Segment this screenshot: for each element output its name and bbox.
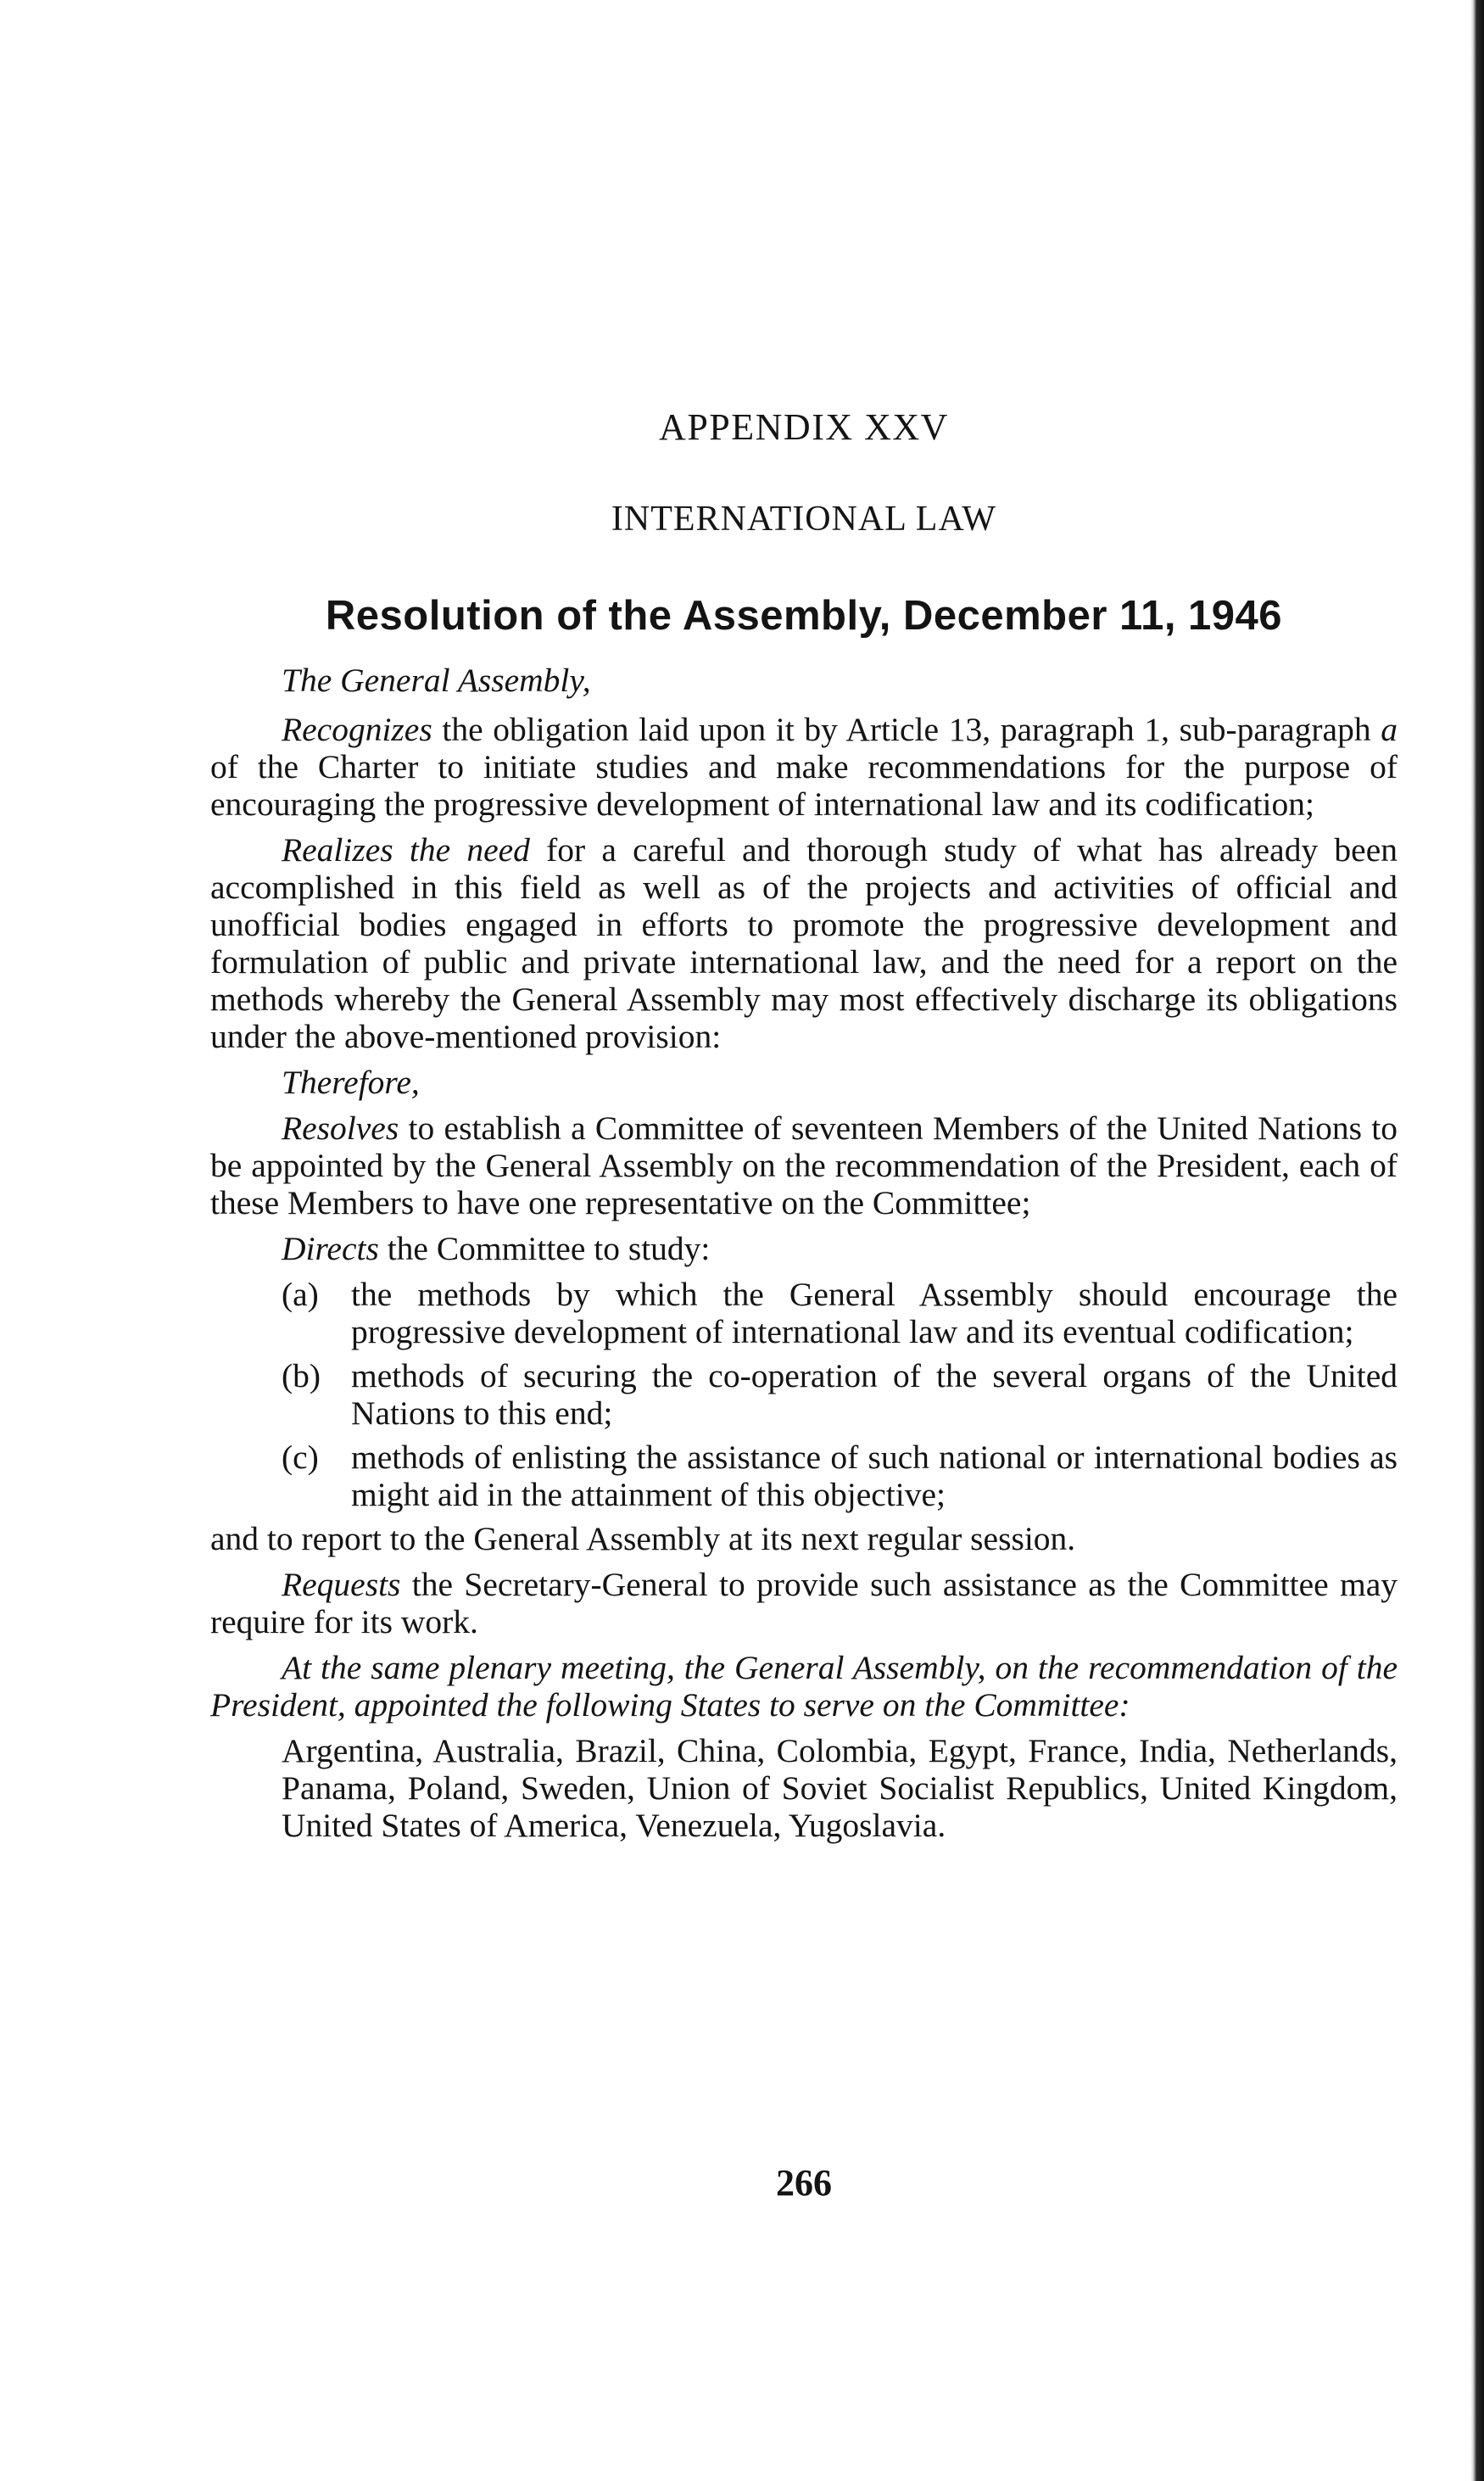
study-item-text: the methods by which the General Assembly should encourage the progressive development of international law and its eventual codification; <box>351 1276 1398 1350</box>
study-item <box>210 1276 1398 1350</box>
study-item-text: methods of enlisting the assistance of such national or international bodies as might aid in the attainment of this objective; <box>351 1439 1398 1513</box>
scan-edge-shadow <box>1470 0 1484 2481</box>
resolves-paragraph <box>210 1109 1398 1221</box>
requests-lead: Requests <box>282 1566 401 1603</box>
requests-text: the Secretary-General to provide such assistance as the Committee may require for its work. <box>210 1566 1398 1640</box>
study-item-mark: (c) <box>282 1439 319 1476</box>
realizes-text: for a careful and thorough study of what has already been accomplished in this field as well as of the projects and activities of official and unofficial bodies engaged in efforts to promote the progressive development and formulation of public and private international law, and the need for a report on the methods whereby the General Assembly may most effectively discharge its obligations under the above-mentioned provision: <box>210 831 1398 1055</box>
resolves-lead: Resolves <box>282 1109 399 1147</box>
study-item-text: methods of securing the co-operation of the several organs of the United Nations to this end; <box>351 1357 1398 1432</box>
recognizes-text: the obligation laid upon it by Article 13, paragraph 1, sub-paragraph <box>432 711 1381 748</box>
plenary-note: At the same plenary meeting, the General Assembly, on the recommendation of the President, appointed the following States to serve on the Committee: <box>210 1649 1398 1724</box>
addressee: The General Assembly, <box>282 662 591 699</box>
directs-lead: Directs <box>282 1230 379 1267</box>
recognizes-lead: Recognizes <box>282 711 432 748</box>
document-page <box>210 0 1398 2481</box>
resolves-text: to establish a Committee of seventeen Members of the United Nations to be appointed by the General Assembly on the recommendation of the President, each of these Members to have one representative on the Committee; <box>210 1109 1398 1221</box>
directs-paragraph <box>210 1230 1398 1267</box>
realizes-paragraph <box>210 831 1398 1055</box>
resolution-body <box>210 662 1398 1844</box>
appendix-heading: APPENDIX XXV <box>659 406 949 448</box>
study-item <box>210 1357 1398 1432</box>
realizes-lead: Realizes the need <box>282 831 530 869</box>
recognizes-text-continued: of the Charter to initiate studies and make recommendations for the purpose of encouraging the progressive development of international law and its codification; <box>210 748 1398 823</box>
committee-states-list: Argentina, Australia, Brazil, China, Colombia, Egypt, France, India, Netherlands, Panama, Poland, Sweden, Union of Soviet Socialist Republics, United Kingdom, United States of America, Venezuela, Yugoslavia. <box>282 1732 1398 1844</box>
recognizes-paragraph <box>210 711 1398 823</box>
study-item-mark: (b) <box>282 1357 321 1394</box>
study-item-mark: (a) <box>282 1276 319 1313</box>
subject-heading: INTERNATIONAL LAW <box>611 500 997 539</box>
requests-paragraph <box>210 1566 1398 1640</box>
therefore-line: Therefore, <box>282 1064 420 1101</box>
page-number: 266 <box>776 2162 832 2204</box>
report-clause: and to report to the General Assembly at its next regular session. <box>210 1520 1076 1557</box>
recognizes-subparagraph: a <box>1381 711 1398 748</box>
directs-text: the Committee to study: <box>378 1230 711 1267</box>
study-items-list <box>210 1276 1398 1513</box>
resolution-title: Resolution of the Assembly, December 11, 1946 <box>325 593 1283 639</box>
study-item <box>210 1439 1398 1513</box>
